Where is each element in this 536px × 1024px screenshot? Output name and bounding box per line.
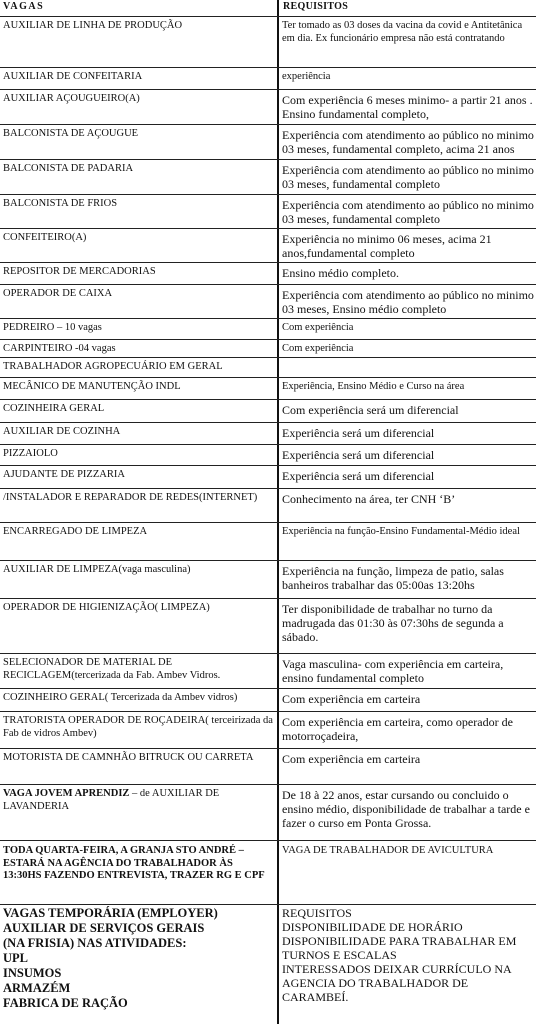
vaga-cell: ENCARREGADO DE LIMPEZA <box>3 526 148 537</box>
row-separator <box>0 711 536 712</box>
vaga-cell: PEDREIRO – 10 vagas <box>3 322 102 333</box>
row-separator <box>0 67 536 68</box>
row-separator <box>0 904 536 905</box>
requisito-cell: Experiência na função-Ensino Fundamental-Médio ideal <box>282 526 520 537</box>
vaga-cell: BALCONISTA DE AÇOUGUE <box>3 128 139 139</box>
vaga-cell: /INSTALADOR E REPARADOR DE REDES(INTERNET) <box>3 492 258 503</box>
temporary-jobs-title: VAGAS TEMPORÁRIA (EMPLOYER) AUXILIAR DE SERVIÇOS GERAIS (NA FRISIA) NAS ATIVIDADES: UPL INSUMOS ARMAZÉM FABRICA DE RAÇÃO <box>3 906 218 1010</box>
vaga-cell: AUXILIAR DE LINHA DE PRODUÇÃO <box>3 20 183 31</box>
requisito-cell: De 18 à 22 anos, estar cursando ou concluido o ensino médio, disponibilidade de trabalhar a tarde e fazer o curso em Ponta Grossa. <box>282 788 530 830</box>
vaga-cell: AUXILIAR AÇOUGUEIRO(A) <box>3 93 140 104</box>
requisito-cell: Experiência na função, limpeza de patio, salas banheiros trabalhar das 05:00as 13:20hs <box>282 564 504 592</box>
row-separator <box>0 357 536 358</box>
row-separator <box>0 124 536 125</box>
row-separator <box>0 560 536 561</box>
row-separator <box>0 339 536 340</box>
vaga-cell: TODA QUARTA-FEIRA, A GRANJA STO ANDRÉ – ESTARÁ NA AGÊNCIA DO TRABALHADOR ÀS 13:30HS FAZENDO ENTREVISTA, TRAZER RG E CPF <box>3 845 265 881</box>
requisito-cell: Com experiência será um diferencial <box>282 403 459 417</box>
vaga-cell: AUXILIAR DE CONFEITARIA <box>3 71 143 82</box>
vaga-cell: BALCONISTA DE PADARIA <box>3 163 134 174</box>
vaga-cell: MECÂNICO DE MANUTENÇÃO INDL <box>3 381 181 392</box>
vaga-cell: MOTORISTA DE CAMNHÃO BITRUCK OU CARRETA <box>3 752 254 763</box>
requisito-cell: Experiência será um diferencial <box>282 426 435 440</box>
vaga-cell-bold: VAGA JOVEM APRENDIZ <box>3 788 130 799</box>
requisito-cell: Experiência com atendimento ao público no minimo 03 meses, Ensino médio completo <box>282 288 534 316</box>
requisito-cell: Com experiência 6 meses minimo- a partir 21 anos . Ensino fundamental completo, <box>282 93 533 121</box>
row-separator <box>0 159 536 160</box>
vaga-cell: BALCONISTA DE FRIOS <box>3 198 118 209</box>
row-separator <box>0 688 536 689</box>
vaga-cell: OPERADOR DE CAIXA <box>3 288 113 299</box>
requisito-cell: Com experiência <box>282 322 354 333</box>
row-separator <box>0 522 536 523</box>
vaga-cell: COZINHEIRA GERAL <box>3 403 105 414</box>
row-separator <box>0 228 536 229</box>
vaga-cell: CONFEITEIRO(A) <box>3 232 87 243</box>
requisito-cell: Experiência será um diferencial <box>282 448 435 462</box>
row-separator <box>0 748 536 749</box>
vaga-cell: AUXILIAR DE LIMPEZA(vaga masculina) <box>3 564 191 575</box>
vaga-cell: PIZZAIOLO <box>3 448 58 459</box>
vaga-cell: SELECIONADOR DE MATERIAL DE RECICLAGEM(tercerizada da Fab. Ambev Vidros. <box>3 657 221 681</box>
requisito-cell: VAGA DE TRABALHADOR DE AVICULTURA <box>282 845 494 856</box>
row-separator <box>0 653 536 654</box>
requisito-cell: Experiência no minimo 06 meses, acima 21 anos,fundamental completo <box>282 232 492 260</box>
header-vagas: VAGAS <box>3 1 45 12</box>
row-separator <box>0 840 536 841</box>
header-requisitos: REQUISITOS <box>283 1 349 12</box>
requisito-cell: Com experiência <box>282 343 354 354</box>
row-separator <box>0 399 536 400</box>
row-separator <box>0 284 536 285</box>
row-separator <box>0 262 536 263</box>
requisito-cell: Experiência, Ensino Médio e Curso na área <box>282 381 465 392</box>
row-separator <box>0 89 536 90</box>
requisito-cell: Experiência com atendimento ao público no minimo 03 meses, fundamental completo <box>282 198 534 226</box>
requisito-cell: Experiência será um diferencial <box>282 469 435 483</box>
requisito-cell: experiência <box>282 71 331 82</box>
requisito-cell: Ensino médio completo. <box>282 266 399 280</box>
requisito-cell: Experiência com atendimento ao público no minimo 03 meses, fundamental completo <box>282 163 534 191</box>
row-separator <box>0 444 536 445</box>
vaga-cell: VAGA JOVEM APRENDIZ – de AUXILIAR DE LAVANDERIA <box>3 788 220 812</box>
row-separator <box>0 598 536 599</box>
vaga-cell: AUXILIAR DE COZINHA <box>3 426 121 437</box>
requisito-cell: Experiência com atendimento ao público no minimo 03 meses, fundamental completo, acima 21 anos <box>282 128 534 156</box>
requisito-cell: Conhecimento na área, ter CNH ‘B’ <box>282 492 456 506</box>
row-separator <box>0 784 536 785</box>
requisito-cell: Com experiência em carteira <box>282 752 421 766</box>
requisito-cell: Com experiência em carteira, como operador de motorroçadeira, <box>282 715 513 743</box>
vaga-cell: REPOSITOR DE MERCADORIAS <box>3 266 156 277</box>
vaga-cell: CARPINTEIRO -04 vagas <box>3 343 116 354</box>
row-separator <box>0 377 536 378</box>
row-separator <box>0 16 536 17</box>
requisito-cell: Ter tomado as 03 doses da vacina da covid e Antitetânica em dia. Ex funcionário empresa não está contratando <box>282 20 523 44</box>
vaga-cell: TRATORISTA OPERADOR DE ROÇADEIRA( terceirizada da Fab de vidros Ambev) <box>3 715 273 739</box>
vaga-cell: COZINHEIRO GERAL( Tercerizada da Ambev vidros) <box>3 692 238 703</box>
requisito-cell: Vaga masculina- com experiência em carteira, ensino fundamental completo <box>282 657 504 685</box>
column-divider <box>277 0 279 1024</box>
row-separator <box>0 465 536 466</box>
vaga-cell: OPERADOR DE HIGIENIZAÇÃO( LIMPEZA) <box>3 602 210 613</box>
row-separator <box>0 318 536 319</box>
row-separator <box>0 194 536 195</box>
temporary-jobs-requirements: REQUISITOS DISPONIBILIDADE DE HORÁRIO DISPONIBILIDADE PARA TRABALHAR EM TURNOS E ESCALAS INTERESSADOS DEIXAR CURRÍCULO NA AGENCIA DO TRABALHADOR DE CARAMBEÍ. <box>282 906 517 1004</box>
requisito-cell: Com experiência em carteira <box>282 692 421 706</box>
vaga-cell: TRABALHADOR AGROPECUÁRIO EM GERAL <box>3 361 223 372</box>
row-separator <box>0 422 536 423</box>
vaga-cell: AJUDANTE DE PIZZARIA <box>3 469 125 480</box>
row-separator <box>0 488 536 489</box>
requisito-cell: Ter disponibilidade de trabalhar no turno da madrugada das 01:30 às 07:30hs de segunda a sábado. <box>282 602 504 644</box>
